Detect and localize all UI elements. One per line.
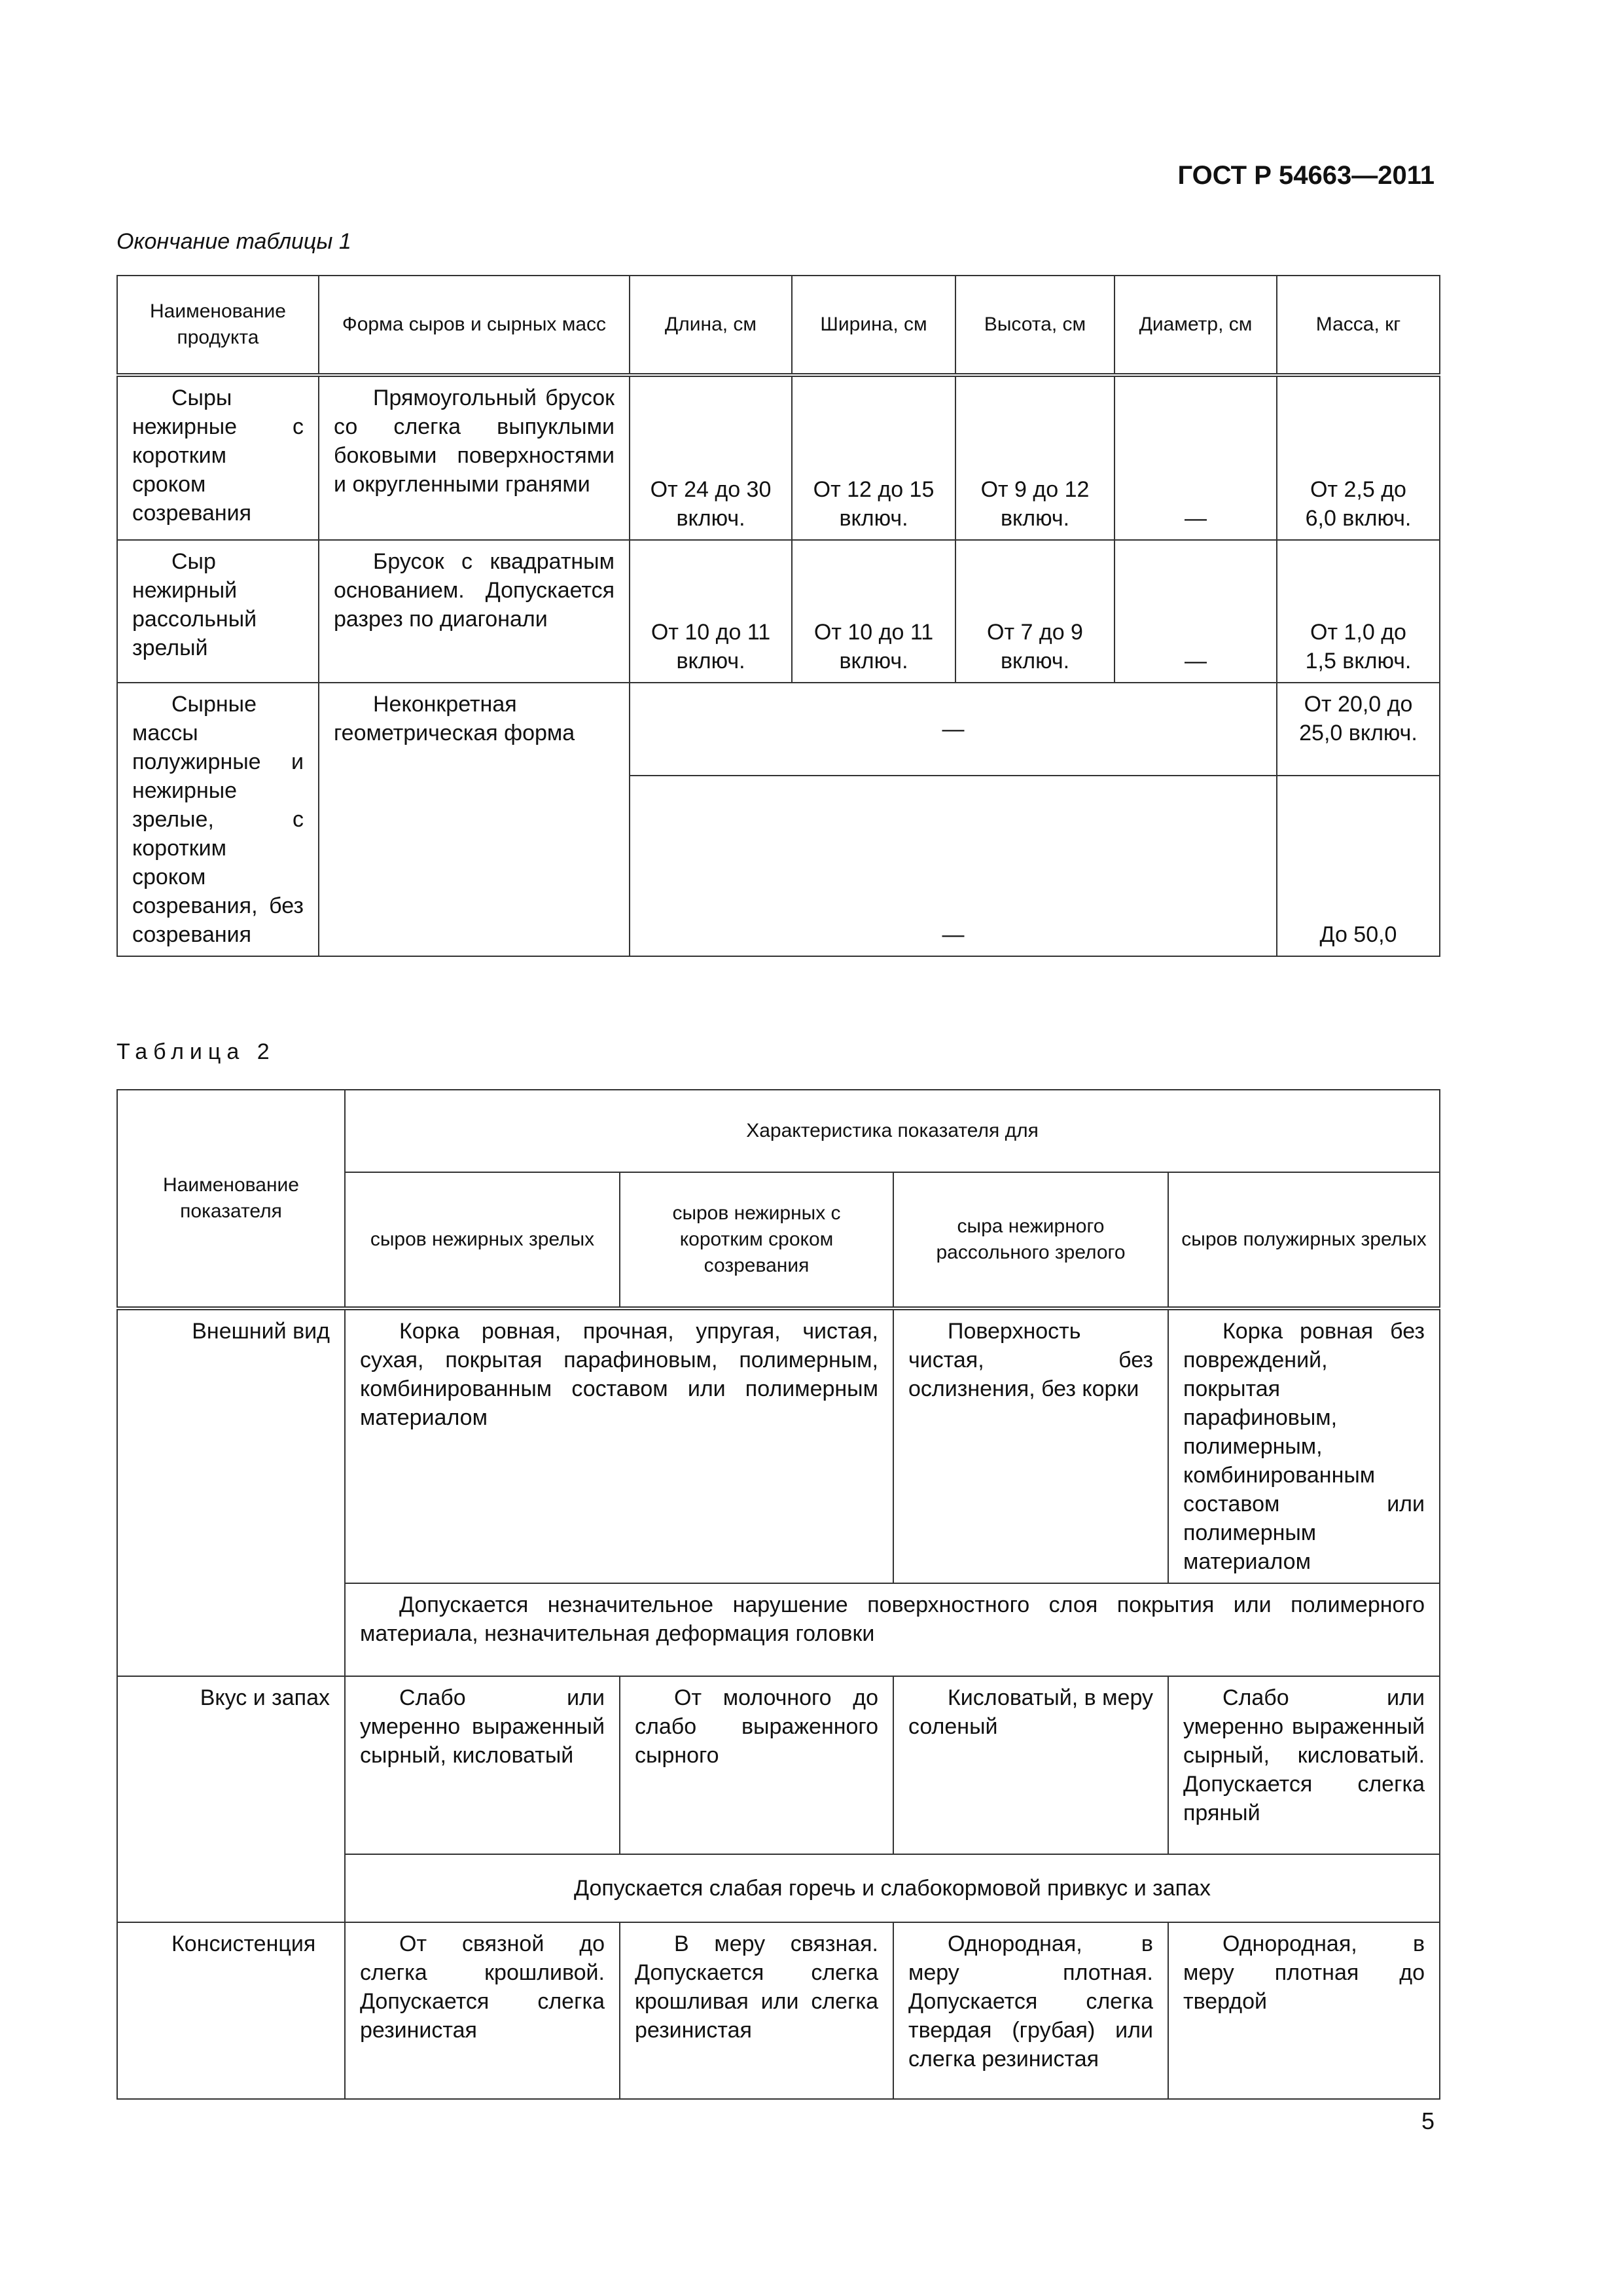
table1-header-width: Ширина, см [792, 276, 955, 375]
indicator-value: Кисловатый, в меру соленый [893, 1676, 1168, 1854]
height-value: От 7 до 9 включ. [955, 540, 1115, 683]
table1-header-form: Форма сыров и сырных масс [319, 276, 630, 375]
length-value: От 24 до 30 включ. [630, 375, 792, 540]
mass-value: От 20,0 до 25,0 включ. [1277, 683, 1440, 776]
mass-value: От 1,0 до 1,5 включ. [1277, 540, 1440, 683]
dimensions-value: — [630, 776, 1277, 957]
indicator-value: Слабо или умеренно выраженный сырный, кисловатый. Допускается слегка пряный [1168, 1676, 1440, 1854]
height-value: От 9 до 12 включ. [955, 375, 1115, 540]
mass-value: От 2,5 до 6,0 включ. [1277, 375, 1440, 540]
indicator-value: Корка ровная, прочная, упругая, чистая, сухая, покрытая парафиновым, полимерным, комбинированным составом или полимерным материалом [345, 1308, 893, 1583]
table2-subheader: сыров полужирных зрелых [1168, 1172, 1440, 1308]
diameter-value: — [1115, 375, 1277, 540]
indicator-value: Поверхность чистая, без ослизнения, без корки [893, 1308, 1168, 1583]
product-form: Брусок с квадратным основанием. Допускается разрез по диагонали [319, 540, 630, 683]
table-row [117, 1676, 1440, 1854]
table-row [117, 1922, 1440, 2099]
table2-header-name: Наименование показателя [117, 1090, 345, 1308]
indicator-note: Допускается слабая горечь и слабокормовой привкус и запах [345, 1854, 1440, 1922]
indicator-value: От связной до слегка крошливой. Допускается слегка резинистая [345, 1922, 620, 2099]
indicator-value: Однородная, в меру плотная. Допускается слегка твердая (грубая) или слегка резинистая [893, 1922, 1168, 2099]
length-value: От 10 до 11 включ. [630, 540, 792, 683]
table2-header-group-row [117, 1090, 1440, 1172]
product-form: Прямоугольный брусок со слегка выпуклыми боковыми поверхностями и округленными гранями [319, 375, 630, 540]
table1-header-length: Длина, см [630, 276, 792, 375]
table1-header-name: Наименование продукта [117, 276, 319, 375]
dimensions-value: — [630, 683, 1277, 776]
document-code: ГОСТ Р 54663—2011 [1177, 161, 1435, 190]
table2-subheader: сыра нежирного рассольного зрелого [893, 1172, 1168, 1308]
product-name: Сырные массы полужирные и нежирные зрелые, с коротким сроком созревания, без созревания [117, 683, 319, 956]
indicator-name: Вкус и запах [117, 1676, 345, 1922]
indicator-value: В меру связная. Допускается слегка крошливая или слегка резинистая [620, 1922, 893, 2099]
table1-header-mass: Масса, кг [1277, 276, 1440, 375]
indicator-name: Внешний вид [117, 1308, 345, 1676]
indicator-value: Корка ровная без повреждений, покрытая парафиновым, полимерным, комбинированным составом или полимерным материалом [1168, 1308, 1440, 1583]
width-value: От 10 до 11 включ. [792, 540, 955, 683]
indicator-value: Слабо или умеренно выраженный сырный, кисловатый [345, 1676, 620, 1854]
width-value: От 12 до 15 включ. [792, 375, 955, 540]
table-row [117, 1308, 1440, 1583]
mass-value: До 50,0 [1277, 776, 1440, 957]
table-row [117, 683, 1440, 776]
indicator-note: Допускается незначительное нарушение поверхностного слоя покрытия или полимерного материала, незначительная деформация головки [345, 1583, 1440, 1676]
table2 [116, 1089, 1440, 2100]
table1-header-height: Высота, см [955, 276, 1115, 375]
table2-header-group: Характеристика показателя для [345, 1090, 1440, 1172]
table2-subheader: сыров нежирных зрелых [345, 1172, 620, 1308]
product-name: Сыры нежирные с коротким сроком созревания [117, 375, 319, 540]
table2-subheader: сыров нежирных с коротким сроком созревания [620, 1172, 893, 1308]
table1-header-row [117, 276, 1440, 375]
table1-caption: Окончание таблицы 1 [116, 229, 351, 254]
table-row [117, 540, 1440, 683]
indicator-value: Однородная, в меру плотная до твердой [1168, 1922, 1440, 2099]
table1 [116, 275, 1440, 957]
table-row [117, 375, 1440, 540]
product-form: Неконкретная геометрическая форма [319, 683, 630, 956]
page-number: 5 [1421, 2108, 1435, 2134]
indicator-name: Консистенция [117, 1922, 345, 2099]
table2-caption: Таблица 2 [116, 1039, 276, 1064]
product-name: Сыр нежирный рассольный зрелый [117, 540, 319, 683]
indicator-value: От молочного до слабо выраженного сырного [620, 1676, 893, 1854]
table1-header-diameter: Диаметр, см [1115, 276, 1277, 375]
diameter-value: — [1115, 540, 1277, 683]
